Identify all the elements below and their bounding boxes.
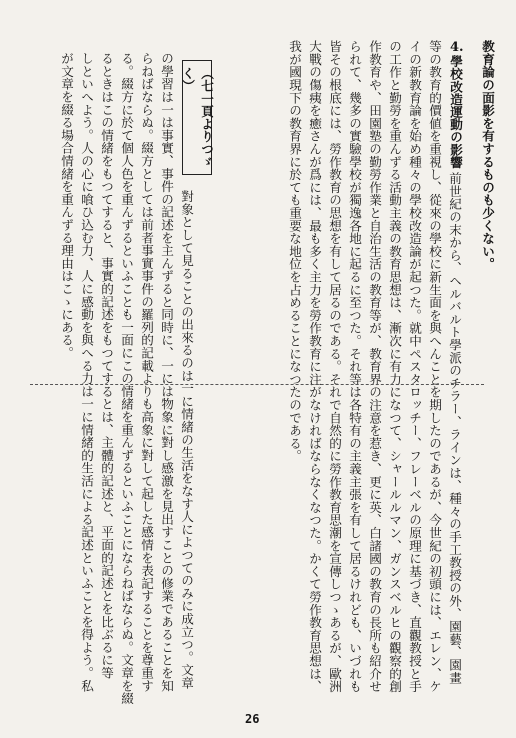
continuation-note-text: （七一頁よりつゞく） [180,67,214,168]
upper-line-3: イの新教育論を始め種々の學校改造論が起つた。就中ペスタロッチー、フレーベルの原理に基づき、直觀教授と手 [407,40,422,693]
section-number: 4. [450,40,464,55]
upper-line-8: 大戰の傷痍を癒さんが爲には、最も多く主力を勞作教育に注がなければならなくなつた。かくて勞作教育思想は、 [307,40,322,693]
lower-line-2: の學習は一は事實、事件の記述を主んずると同時に、一には物象に對し感激を見出すことの修業であることを知 [159,52,174,692]
lower-line-6: しといへよう。人の心に喰ひ込む力、人に感動を與へる力は一に情緒的生活による記述といふことを得よう。私 [79,52,94,692]
page-number: 26 [245,712,260,726]
lower-line-5: るときはこの情緒をもつてすると、事實的記述をもつてするとは、主體的記述と、平面的記述とを比ぶるに等 [99,52,114,680]
intro-line: 教育論の面影を有するものも少くない。 [480,40,495,271]
upper-line-5: 作教育や、田園塾の勤勞作業と自治生活の教育等が、教育界の注意を惹き、更に英、白諸國の教育の長所も紹介せ [367,40,382,693]
upper-line-9: 我が國現下の教育界に於ても重要な地位を占めることになつたのである。 [287,40,302,463]
lower-line-1: 對象として見ることの出來るのは一に情緒の生活をなす人によつてのみに成立つ。文章 [179,190,194,690]
lower-line-7: が文章を綴る場合情緒を重んずる理由はこゝにある。 [59,52,74,360]
lower-line-4: る。綴方に於て個人色を重んずるといふことも一面にこの情緒を重んずるといふことにならねばならぬ。文章を綴 [119,52,134,705]
upper-line-7: 皆その根底には、勞作教育の思想を有して居るのである。それで自然的に勞作教育思潮を宣傳しつゝあるが、歐洲 [327,40,342,693]
lower-line-3: らねばならぬ。綴方としては前者事實事件の羅列的記載よりも高象に對して起した感情を表記することを尊重す [139,52,154,692]
upper-line-6: られて、幾多の實驗學校が獨逸各地に起るに至つた。それ等は各特有の主義主張を有して居るけれども、いづれも [347,40,362,693]
upper-line-2: 等の教育的價値を重視し、從來の學校に新生面を與へんことを期したのであるが、今世紀の初頭には、エレン、ケ [427,40,442,693]
upper-line-1: 前世紀の末から、ヘルバルト學派のチラー、ラインは、種々の手工教授の外、園藝、園畫 [447,172,462,684]
upper-line-4: の工作と勤勞を重んずる活動主義の教育思想は、漸次に有力になつて、シャールルマン、ガンスベルヒの觀察的創 [387,40,402,693]
continuation-note-box [182,60,212,175]
section-heading: 學校改造運動の影響 [448,55,463,169]
